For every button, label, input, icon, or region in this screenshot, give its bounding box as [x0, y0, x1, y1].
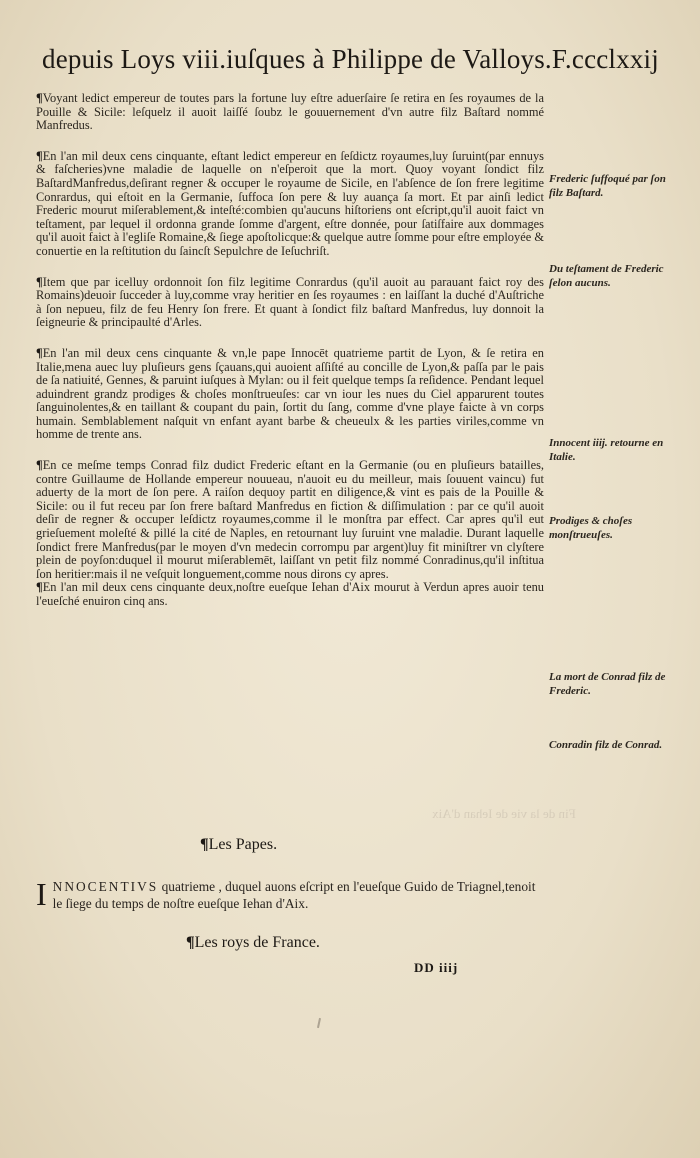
- bleed-through-text: Fin de la vie de Iehan d'Aix: [432, 806, 576, 821]
- pilcrow-icon: ¶: [200, 836, 209, 853]
- pilcrow-icon: ¶: [36, 91, 43, 105]
- drop-cap: I: [36, 876, 47, 912]
- pilcrow-icon: ¶: [186, 934, 195, 951]
- margin-note-6: Conradin filz de Conrad.: [549, 739, 663, 751]
- main-text-column: [36, 92, 544, 626]
- paragraph-3: ¶Item que par icelluy ordonnoit ſon filz legitime Conrardus (qu'il auoit au parauant faict roy des Romains)deuoir ſucceder à luy,comme vray heritier en ſes royaumes : en laiſſant la duché d'Auſtriche à ſon nepueu, filz de feu Henry ſon frere. Et quant à ſondict filz baſtard Manfredus, luy donnoit la ſeigneurie & principaulté d'Arles.: [36, 274, 544, 330]
- section-heading-rois: ¶Les roys de France.: [186, 934, 320, 951]
- section-heading-papes: ¶Les Papes.: [200, 836, 278, 853]
- margin-note-5: La mort de Conrad filz de Frederic.: [549, 671, 666, 697]
- paragraph-5: ¶En ce meſme temps Conrad filz dudict Frederic eſtant en la Germanie (ou en pluſieurs batailles, contre Guillaume de Hollande empereur nouueau, n'auoit eu du meilleur, mais ſouuent vaincu) fut aduerty de la mort de ſon pere. A raiſon dequoy partit en diligence,& vint es pais de la Pouille & Sicile: ou il fut receu par ſon frere baſtard Manfredus en fiction & diſſimulation : par ce qu'il auoit deſir de regner & occuper leſdictz royaumes,comme il le monſtra par effect. Car apres qu'il eut grieſuement moleſté & pillé la cité de Naples, en retournant luy ſuruint vne maladie. Durant laquelle ſondict frere Manfredus(par le moyen d'vn medecin corrompu par argent)luy fit miniſtrer vn clyſtere plein de poyſon:duquel il mourut miſerablemēt, laiſſant vn petit filz nommé Conradinus,qu'il inſtitua ſon heritier:mais il ne veſquit longuement,comme nous dirons cy apres.: [36, 458, 544, 581]
- pilcrow-icon: ¶: [36, 345, 43, 360]
- paragraph-6: ¶En l'an mil deux cens cinquante deux,noſtre eueſque Iehan d'Aix mourut à Verdun apres auoir tenu l'eueſché enuiron cinq ans.: [36, 580, 544, 608]
- page-speck: [317, 1018, 321, 1028]
- paragraph-2: ¶En l'an mil deux cens cinquante, eſtant ledict empereur en ſeſdictz royaumes,luy ſuruint(par ennuys & faſcheries)vne maladie de laquelle on n'eſperoit que la mort. Quoy voyant ſondict filz BaſtardManfredus,deſirant regner & occuper le royaume de Sicile, en l'abſence de ſon frere legitime Conrardus, qui eſtoit en la Germanie, ſuffoca ſon pere & luy auança ſa mort. Et par ainſi ledict Frederic mourut miſerablement,& inteſté:combien qu'aucuns hiſtoriens ont eſcript,qu'il auoit faict vn teſtament, par lequel il ordonna grande ſomme d'argent, eſtre donnée, pour ſatiſfaire aux dommages qu'il auoit faict à l'egliſe Romaine,& ſiege apoſtolicque:& quelque autre ſomme pour eſtre employée & conuertie en la reſtitution du ſaincſt Sepulchre de Ieſuchriſt.: [36, 148, 544, 258]
- pilcrow-icon: ¶: [36, 274, 43, 289]
- pilcrow-icon: ¶: [36, 148, 43, 163]
- paragraph-4: ¶En l'an mil deux cens cinquante & vn,le pape Innocēt quatrieme partit de Lyon, & ſe retira en Italie,mena auec luy pluſieurs gens ſçauans,qui auoient aſſiſté au concille de Lyon,& paſſa par le pais de ſa natiuité, Gennes, & paruint iuſques à Mylan: ou il feit quelque temps ſa reſidence. Pendant lequel aduindrent grandz prodiges & choſes monſtrueuſes: car vn iour les nues du Ciel apparurent toutes ſanguinolentes,& en taillant & coupant du pain, ſortit du ſang, comme d'vne playe faicte à vn corps humain. Semblablement naſquit vn enfant ayant barbe & cheueulx & les parties viriles,comme vn homme de trente ans.: [36, 345, 544, 442]
- margin-note-1: Frederic ſuffoqué par ſon filz Baſtard.: [549, 173, 666, 199]
- running-header: depuis Loys viii.iuſques à Philippe de Valloys.F.ccclxxij: [42, 44, 659, 74]
- signature-mark: DD iiij: [414, 960, 459, 975]
- margin-note-4: Prodiges & choſes monſtrueuſes.: [549, 515, 633, 541]
- margin-note-3: Innocent iiij. retourne en Italie.: [549, 437, 664, 463]
- pilcrow-icon: ¶: [36, 458, 43, 473]
- pilcrow-icon: ¶: [36, 580, 43, 595]
- paragraph-1: ¶Voyant ledict empereur de toutes pars la fortune luy eſtre aduerſaire ſe retira en ſes royaumes de la Pouille & Sicile: leſquelz il auoit laiſſé ſoubz le gouuernement d'vn autre filz Baſtard nommé Manfredus.: [36, 91, 544, 133]
- innocent-paragraph: INNOCENTIVS quatrieme , duquel auons eſcript en l'eueſque Guido de Triagnel,tenoit le ſiege du temps de noſtre eueſque Iehan d'Aix.: [36, 876, 536, 912]
- margin-note-2: Du teſtament de Frederic ſelon aucuns.: [549, 263, 664, 289]
